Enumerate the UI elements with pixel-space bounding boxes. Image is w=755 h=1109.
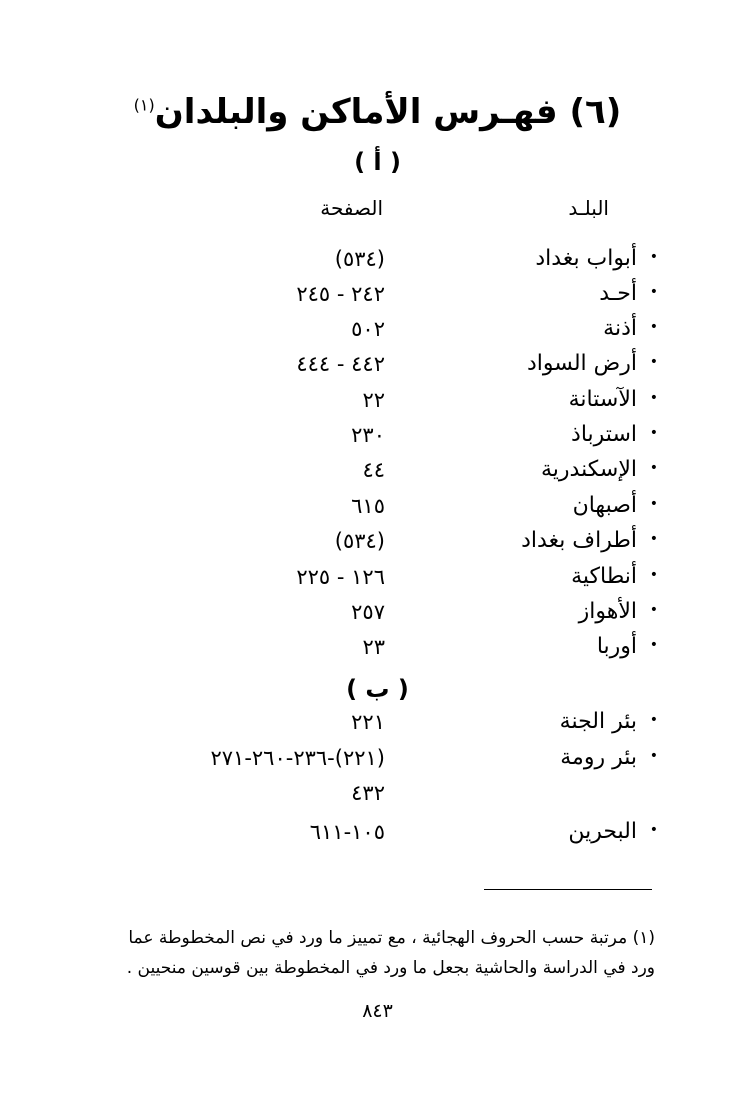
title-footnote-marker: (١) [133, 95, 155, 115]
place-name: الأهواز [578, 599, 637, 624]
index-entry [0, 313, 755, 347]
page-title [0, 92, 755, 133]
bullet: • [649, 425, 658, 441]
place-name: أبواب بغداد [535, 246, 637, 271]
index-entry [0, 278, 755, 312]
index-entry-continuation [0, 777, 755, 811]
bullet: • [649, 319, 658, 335]
bullet: • [649, 460, 658, 476]
page-refs: (٥٣٤) [334, 247, 385, 271]
index-entry [0, 490, 755, 524]
bullet: • [649, 354, 658, 370]
index-entry [0, 596, 755, 630]
index-entry [0, 561, 755, 595]
page-refs: ٢٥٧ [351, 600, 385, 624]
index-entry [0, 419, 755, 453]
page-refs: ٢٢ [362, 388, 385, 412]
place-name: أصبهان [572, 493, 637, 518]
column-header-page: الصفحة [320, 196, 383, 220]
index-entry [0, 525, 755, 559]
bullet: • [649, 249, 658, 265]
column-header-place: البلـد [568, 196, 609, 220]
bullet: • [649, 567, 658, 583]
index-entry [0, 631, 755, 665]
bullet: • [649, 531, 658, 547]
page-refs: ١٠٥-٦١١ [309, 820, 385, 844]
place-name: أطراف بغداد [521, 528, 637, 553]
page-refs: ٤٤ [362, 458, 385, 482]
place-name: أرض السواد [526, 351, 637, 376]
page-number: ٨٤٣ [362, 1000, 393, 1022]
bullet: • [649, 284, 658, 300]
place-name: الإسكندرية [541, 457, 637, 482]
place-name: البحرين [568, 819, 637, 844]
footnote-separator [484, 889, 652, 890]
index-entry [0, 348, 755, 382]
index-entry [0, 816, 755, 850]
place-name: بئر الجنة [559, 709, 637, 734]
index-entry [0, 243, 755, 277]
index-entry [0, 384, 755, 418]
bullet: • [649, 748, 658, 764]
section-heading-ba: ( ب ) [346, 675, 409, 703]
page-refs: ٥٠٢ [351, 317, 385, 341]
place-name: أوربا [596, 634, 637, 659]
index-entry [0, 454, 755, 488]
place-name: أنطاكية [571, 564, 637, 589]
place-name: أحـد [599, 281, 637, 306]
index-entry [0, 742, 755, 776]
bullet: • [649, 822, 658, 838]
bullet: • [649, 712, 658, 728]
place-name: أذنة [603, 316, 637, 341]
bullet: • [649, 637, 658, 653]
place-name: بئر رومة [560, 745, 637, 770]
page-refs: ٢٣ [362, 635, 385, 659]
page-refs: (٢٢١)-٢٣٦-٢٦٠-٢٧١ [210, 746, 385, 770]
bullet: • [649, 390, 658, 406]
bullet: • [649, 496, 658, 512]
index-entry [0, 706, 755, 740]
place-name: استرباذ [571, 422, 637, 447]
page-refs: ٤٤٢ - ٤٤٤ [296, 352, 385, 376]
page-refs: ٢٤٢ - ٢٤٥ [296, 282, 385, 306]
footnote-line-1: (١) مرتبة حسب الحروف الهجائية ، مع تمييز ما ورد في نص المخطوطة عما [128, 928, 655, 948]
title-text: (٦) فهـرس الأماكن والبلدان [154, 92, 622, 132]
page-refs: ٢٢١ [351, 710, 385, 734]
page-refs: (٥٣٤) [334, 529, 385, 553]
page-refs: ١٢٦ - ٢٢٥ [296, 565, 385, 589]
footnote-line-2: ورد في الدراسة والحاشية بجعل ما ورد في المخطوطة بين قوسين منحيين . [126, 958, 655, 978]
place-name: الآستانة [568, 387, 637, 412]
page-refs: ٢٣٠ [351, 423, 385, 447]
bullet: • [649, 602, 658, 618]
section-heading-alif: ( أ ) [354, 148, 401, 176]
page-refs: ٤٣٢ [351, 781, 385, 805]
page-refs: ٦١٥ [351, 494, 385, 518]
